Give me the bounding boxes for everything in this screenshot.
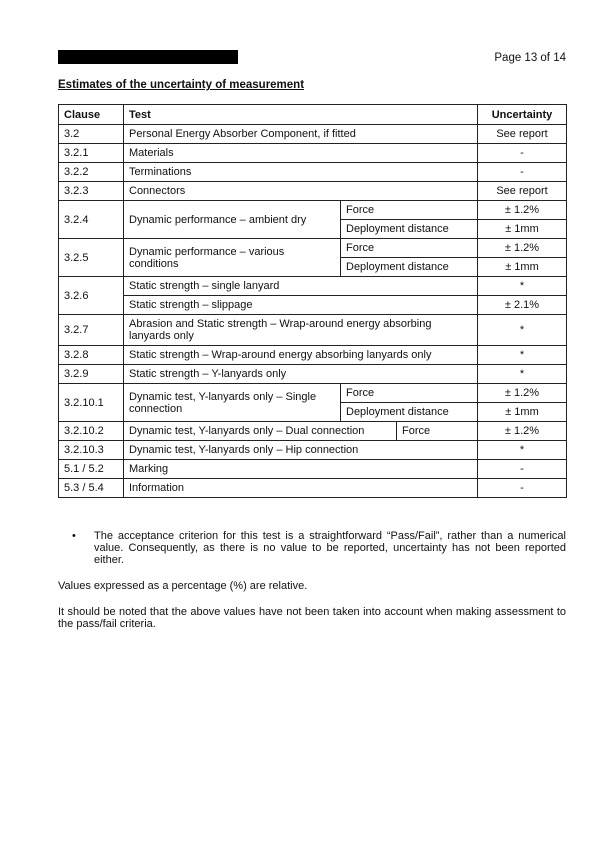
- uncertainty-cell: See report: [478, 182, 567, 201]
- table-row: [59, 365, 567, 384]
- uncertainty-cell: ± 2.1%: [478, 296, 567, 315]
- uncertainty-cell: -: [478, 479, 567, 498]
- uncertainty-cell: -: [478, 460, 567, 479]
- uncertainty-cell: -: [478, 144, 567, 163]
- clause-cell: 3.2.1: [59, 144, 124, 163]
- sub-label-cell: Deployment distance: [341, 403, 478, 422]
- sub-label-cell: Force: [341, 201, 478, 220]
- table-row: [59, 201, 567, 220]
- sub-label-cell: Deployment distance: [341, 220, 478, 239]
- uncertainty-cell: *: [478, 346, 567, 365]
- table-row: [59, 441, 567, 460]
- bullet-icon: •: [72, 530, 76, 542]
- test-cell: Terminations: [124, 163, 478, 182]
- clause-cell: 3.2.6: [59, 277, 124, 315]
- test-cell: Abrasion and Static strength – Wrap-around energy absorbing lanyards only: [124, 315, 478, 346]
- table-row: [59, 422, 567, 441]
- uncertainty-cell: ± 1.2%: [478, 422, 567, 441]
- header-clause: Clause: [59, 105, 124, 125]
- test-cell: Dynamic test, Y-lanyards only – Single connection: [124, 384, 341, 422]
- uncertainty-cell: *: [478, 365, 567, 384]
- clause-cell: 3.2.3: [59, 182, 124, 201]
- clause-cell: 5.1 / 5.2: [59, 460, 124, 479]
- uncertainty-cell: *: [478, 315, 567, 346]
- uncertainty-cell: ± 1mm: [478, 258, 567, 277]
- clause-cell: 5.3 / 5.4: [59, 479, 124, 498]
- table-row: [59, 479, 567, 498]
- uncertainty-cell: ± 1mm: [478, 220, 567, 239]
- test-cell: Personal Energy Absorber Component, if fitted: [124, 125, 478, 144]
- table-row: [59, 460, 567, 479]
- section-heading: Estimates of the uncertainty of measurement: [58, 79, 305, 91]
- uncertainty-cell: *: [478, 277, 567, 296]
- assessment-note: It should be noted that the above values have not been taken into account when making assessment to the pass/fail criteria.: [58, 606, 566, 630]
- test-cell: Marking: [124, 460, 478, 479]
- uncertainty-cell: *: [478, 441, 567, 460]
- uncertainty-cell: ± 1.2%: [478, 384, 567, 403]
- uncertainty-cell: ± 1.2%: [478, 239, 567, 258]
- bullet-note: [58, 530, 566, 566]
- table-row: [59, 346, 567, 365]
- test-cell: Static strength – Wrap-around energy absorbing lanyards only: [124, 346, 478, 365]
- header-uncertainty: Uncertainty: [478, 105, 567, 125]
- clause-cell: 3.2.10.3: [59, 441, 124, 460]
- test-cell: Dynamic performance – ambient dry: [124, 201, 341, 239]
- table-header-row: [59, 105, 567, 125]
- test-cell: Static strength – single lanyard: [124, 277, 478, 296]
- clause-cell: 3.2.7: [59, 315, 124, 346]
- table-row: [59, 384, 567, 403]
- clause-cell: 3.2.5: [59, 239, 124, 277]
- test-cell: Materials: [124, 144, 478, 163]
- redacted-block: [58, 50, 238, 64]
- uncertainty-cell: -: [478, 163, 567, 182]
- table-row: [59, 239, 567, 258]
- clause-cell: 3.2.10.2: [59, 422, 124, 441]
- uncertainty-cell: See report: [478, 125, 567, 144]
- note-text: The acceptance criterion for this test is a straightforward “Pass/Fail”, rather than a numerical value. Consequently, as there is no value to be reported, uncertainty has not been reported either.: [94, 530, 566, 566]
- table-row: [59, 182, 567, 201]
- sub-label-cell: Force: [341, 384, 478, 403]
- uncertainty-cell: ± 1mm: [478, 403, 567, 422]
- test-cell: Dynamic test, Y-lanyards only – Dual connection: [124, 422, 397, 441]
- clause-cell: 3.2.10.1: [59, 384, 124, 422]
- clause-cell: 3.2.4: [59, 201, 124, 239]
- clause-cell: 3.2.9: [59, 365, 124, 384]
- table-row: [59, 125, 567, 144]
- test-cell: Static strength – slippage: [124, 296, 478, 315]
- table-row: [59, 277, 567, 296]
- test-cell: Information: [124, 479, 478, 498]
- test-cell: Static strength – Y-lanyards only: [124, 365, 478, 384]
- clause-cell: 3.2.8: [59, 346, 124, 365]
- header-test: Test: [124, 105, 478, 125]
- sub-label-cell: Deployment distance: [341, 258, 478, 277]
- test-cell: Dynamic test, Y-lanyards only – Hip connection: [124, 441, 478, 460]
- clause-cell: 3.2: [59, 125, 124, 144]
- table-row: [59, 315, 567, 346]
- clause-cell: 3.2.2: [59, 163, 124, 182]
- page-number: Page 13 of 14: [494, 52, 566, 64]
- table-row: [59, 296, 567, 315]
- sub-label-cell: Force: [397, 422, 478, 441]
- test-cell: Dynamic performance – various conditions: [124, 239, 341, 277]
- table-row: [59, 144, 567, 163]
- sub-label-cell: Force: [341, 239, 478, 258]
- test-cell: Connectors: [124, 182, 478, 201]
- uncertainty-cell: ± 1.2%: [478, 201, 567, 220]
- table-row: [59, 163, 567, 182]
- uncertainty-table: [58, 104, 567, 498]
- percentage-note: Values expressed as a percentage (%) are relative.: [58, 580, 308, 592]
